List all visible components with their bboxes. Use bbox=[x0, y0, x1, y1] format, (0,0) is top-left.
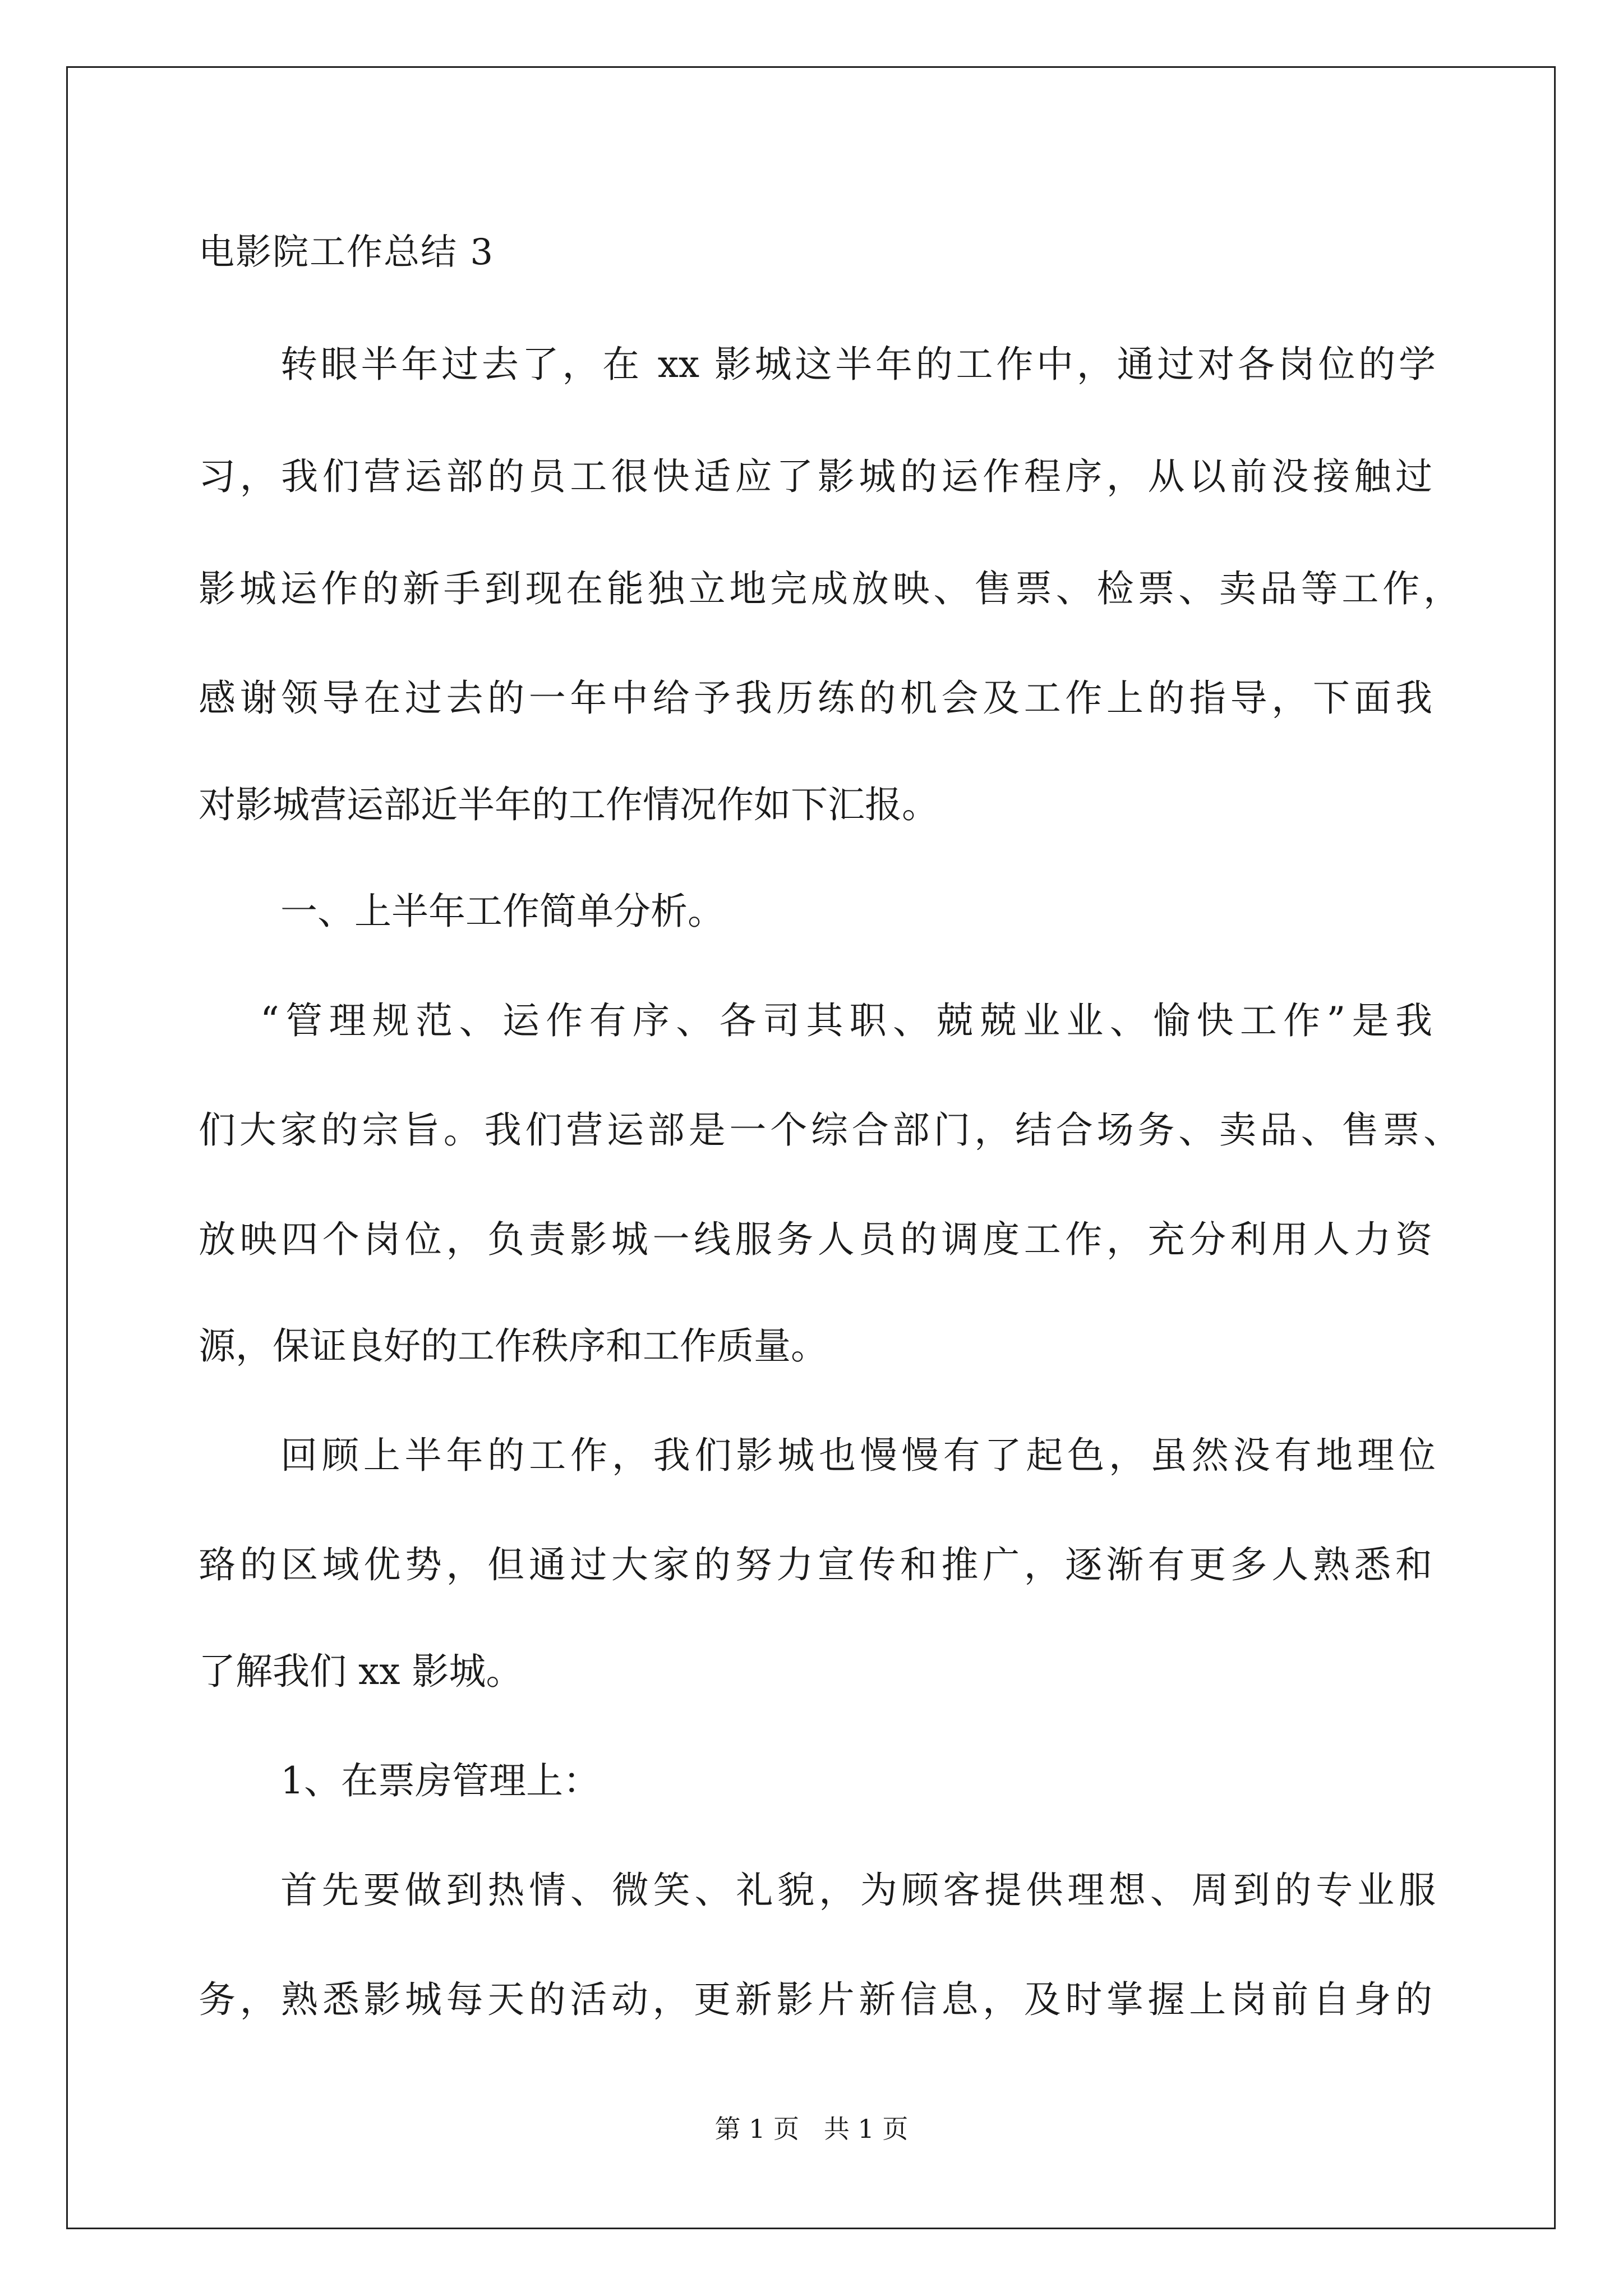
body-line-11: 回顾上半年的工作，我们影城也慢慢有了起色，虽然没有地理位 bbox=[280, 1434, 1436, 1477]
body-line-15: 首先要做到热情、微笑、礼貌，为顾客提供理想、周到的专业服 bbox=[280, 1869, 1436, 1912]
document-title: 电影院工作总结 3 bbox=[199, 232, 495, 273]
body-line-2: 习，我们营运部的员工很快适应了影城的运作程序，从以前没接触过 bbox=[199, 455, 1432, 498]
section-heading-2: 1、在票房管理上： bbox=[280, 1759, 600, 1802]
body-line-12: 臵的区域优势，但通过大家的努力宣传和推广，逐渐有更多人熟悉和 bbox=[199, 1543, 1432, 1586]
body-line-7: “管理规范、运作有序、各司其职、兢兢业业、愉快工作”是我 bbox=[260, 999, 1432, 1042]
body-line-9: 放映四个岗位，负责影城一线服务人员的调度工作，充分利用人力资 bbox=[199, 1218, 1432, 1261]
section-heading-1: 一、上半年工作简单分析。 bbox=[280, 890, 725, 933]
body-line-5: 对影城营运部近半年的工作情况作如下汇报。 bbox=[199, 783, 939, 826]
page-footer: 第 1 页 共 1 页 bbox=[714, 2114, 909, 2144]
body-line-16: 务，熟悉影城每天的活动，更新影片新信息，及时掌握上岗前自身的 bbox=[199, 1978, 1432, 2021]
body-line-4: 感谢领导在过去的一年中给予我历练的机会及工作上的指导，下面我 bbox=[199, 677, 1432, 720]
body-line-8: 们大家的宗旨。我们营运部是一个综合部门，结合场务、卖品、售票、 bbox=[199, 1108, 1460, 1152]
body-line-10: 源，保证良好的工作秩序和工作质量。 bbox=[199, 1324, 828, 1368]
body-line-3: 影城运作的新手到现在能独立地完成放映、售票、检票、卖品等工作， bbox=[199, 567, 1460, 610]
body-line-1: 转眼半年过去了，在 xx 影城这半年的工作中，通过对各岗位的学 bbox=[280, 343, 1436, 386]
body-line-13: 了解我们 xx 影城。 bbox=[199, 1650, 523, 1693]
